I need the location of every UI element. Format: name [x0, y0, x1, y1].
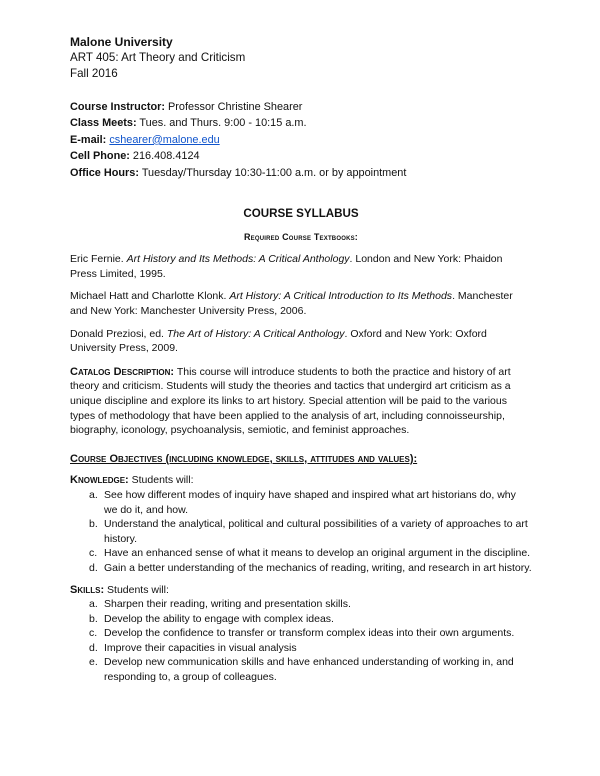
- list-item: [70, 641, 532, 656]
- list-item-text: Have an enhanced sense of what it means to develop an original argument in the discipline.: [104, 547, 531, 560]
- phone-line: [70, 148, 532, 164]
- list-marker: d.: [89, 561, 98, 574]
- list-item-text: Sharpen their reading, writing and presentation skills.: [104, 598, 351, 611]
- list-item: [70, 655, 532, 684]
- objectives-heading: Course Objectives (including knowledge, skills, attitudes and values):: [70, 452, 418, 465]
- textbook-entry: [70, 252, 532, 281]
- list-item-text: Develop new communication skills and have enhanced understanding of working in, and responding to, a group of colleagues.: [104, 656, 514, 684]
- list-item: [70, 612, 532, 627]
- info-value: Professor Christine Shearer: [165, 101, 303, 113]
- catalog-text: This course will introduce students to both the practice and history of art theory and criticism. Students will study the theories and tactics that undergird art criticism as a unique discipline and explore its links to art history. Special attention will be paid to the various types of methodology that have been applied to the analysis of art, including connoisseurship, biography, iconology, psychoanalysis, semiotic, and feminist approaches.: [70, 365, 511, 437]
- textbook-publisher: . Oxford and New York: Oxford University Press, 2009.: [70, 327, 487, 355]
- knowledge-intro: [70, 473, 532, 488]
- textbook-title: Art History: A Critical Introduction to Its Methods: [229, 290, 453, 303]
- list-marker: b.: [89, 612, 98, 625]
- knowledge-section: [70, 473, 532, 575]
- knowledge-label: Knowledge:: [70, 474, 129, 487]
- list-item: [70, 488, 532, 517]
- textbook-entry: [70, 327, 532, 356]
- list-marker: e.: [89, 656, 98, 669]
- list-item-text: See how different modes of inquiry have shaped and inspired what art historians do, why we do it, and how.: [104, 488, 516, 516]
- list-item-text: Understand the analytical, political and cultural possibilities of a variety of approaches to art history.: [104, 518, 528, 545]
- list-item-text: Develop the ability to engage with complex ideas.: [104, 612, 334, 625]
- list-item-text: Improve their capacities in visual analysis: [104, 641, 297, 654]
- textbook-author: Eric Fernie.: [70, 253, 127, 266]
- list-item: [70, 517, 532, 546]
- instructor-line: [70, 99, 532, 115]
- info-value: 216.408.4124: [129, 150, 200, 163]
- textbook-author: Michael Hatt and Charlotte Klonk.: [70, 290, 230, 303]
- textbook-title: The Art of History: A Critical Anthology: [166, 327, 345, 340]
- class-meets-line: [70, 115, 532, 131]
- list-item: [70, 546, 532, 561]
- office-hours-line: [70, 165, 532, 181]
- list-marker: a.: [89, 488, 98, 501]
- info-label: Cell Phone:: [70, 150, 130, 163]
- skills-intro: [70, 583, 532, 598]
- course-info: [70, 99, 532, 181]
- info-label: Office Hours:: [70, 166, 139, 179]
- catalog-description: [70, 365, 532, 438]
- list-marker: c.: [89, 627, 98, 640]
- knowledge-list: [70, 488, 532, 576]
- email-line: [70, 132, 532, 148]
- university-name: Malone University: [70, 35, 173, 49]
- list-item-text: Gain a better understanding of the mechanics of reading, writing, and research in art history.: [104, 561, 532, 574]
- info-label: Course Instructor:: [70, 101, 166, 113]
- textbook-publisher: . London and New York: Phaidon Press Limited, 1995.: [70, 253, 503, 280]
- info-value: Tuesday/Thursday 10:30-11:00 a.m. or by appointment: [138, 166, 407, 179]
- list-item: [70, 626, 532, 641]
- textbook-title: Art History and Its Methods: A Critical Anthology: [126, 253, 350, 266]
- list-marker: b.: [89, 518, 98, 531]
- course-name: ART 405: Art Theory and Criticism: [70, 51, 246, 64]
- email-link[interactable]: cshearer@malone.edu: [109, 133, 220, 146]
- skills-list: [70, 597, 532, 685]
- list-item: [70, 597, 532, 612]
- info-label: Class Meets:: [70, 117, 137, 130]
- syllabus-page: [70, 34, 532, 685]
- skills-section: [70, 583, 532, 685]
- textbook-publisher: . Manchester and New York: Manchester University Press, 2006.: [70, 290, 513, 317]
- knowledge-intro-text: Students will:: [128, 474, 194, 487]
- info-label: E-mail:: [70, 133, 107, 146]
- skills-label: Skills:: [70, 583, 105, 596]
- list-marker: c.: [89, 547, 98, 560]
- textbook-author: Donald Preziosi, ed.: [70, 327, 167, 340]
- list-item: [70, 561, 532, 576]
- skills-intro-text: Students will:: [104, 583, 169, 596]
- textbook-entry: [70, 289, 532, 318]
- list-marker: d.: [89, 641, 98, 654]
- catalog-label: Catalog Description:: [70, 365, 175, 378]
- list-marker: a.: [89, 598, 98, 611]
- info-value: Tues. and Thurs. 9:00 - 10:15 a.m.: [136, 117, 307, 130]
- syllabus-title: COURSE SYLLABUS: [243, 207, 359, 221]
- list-item-text: Develop the confidence to transfer or transform complex ideas into their own arguments.: [104, 627, 515, 640]
- textbooks-heading: Required Course Textbooks:: [243, 231, 359, 242]
- term: Fall 2016: [70, 67, 118, 80]
